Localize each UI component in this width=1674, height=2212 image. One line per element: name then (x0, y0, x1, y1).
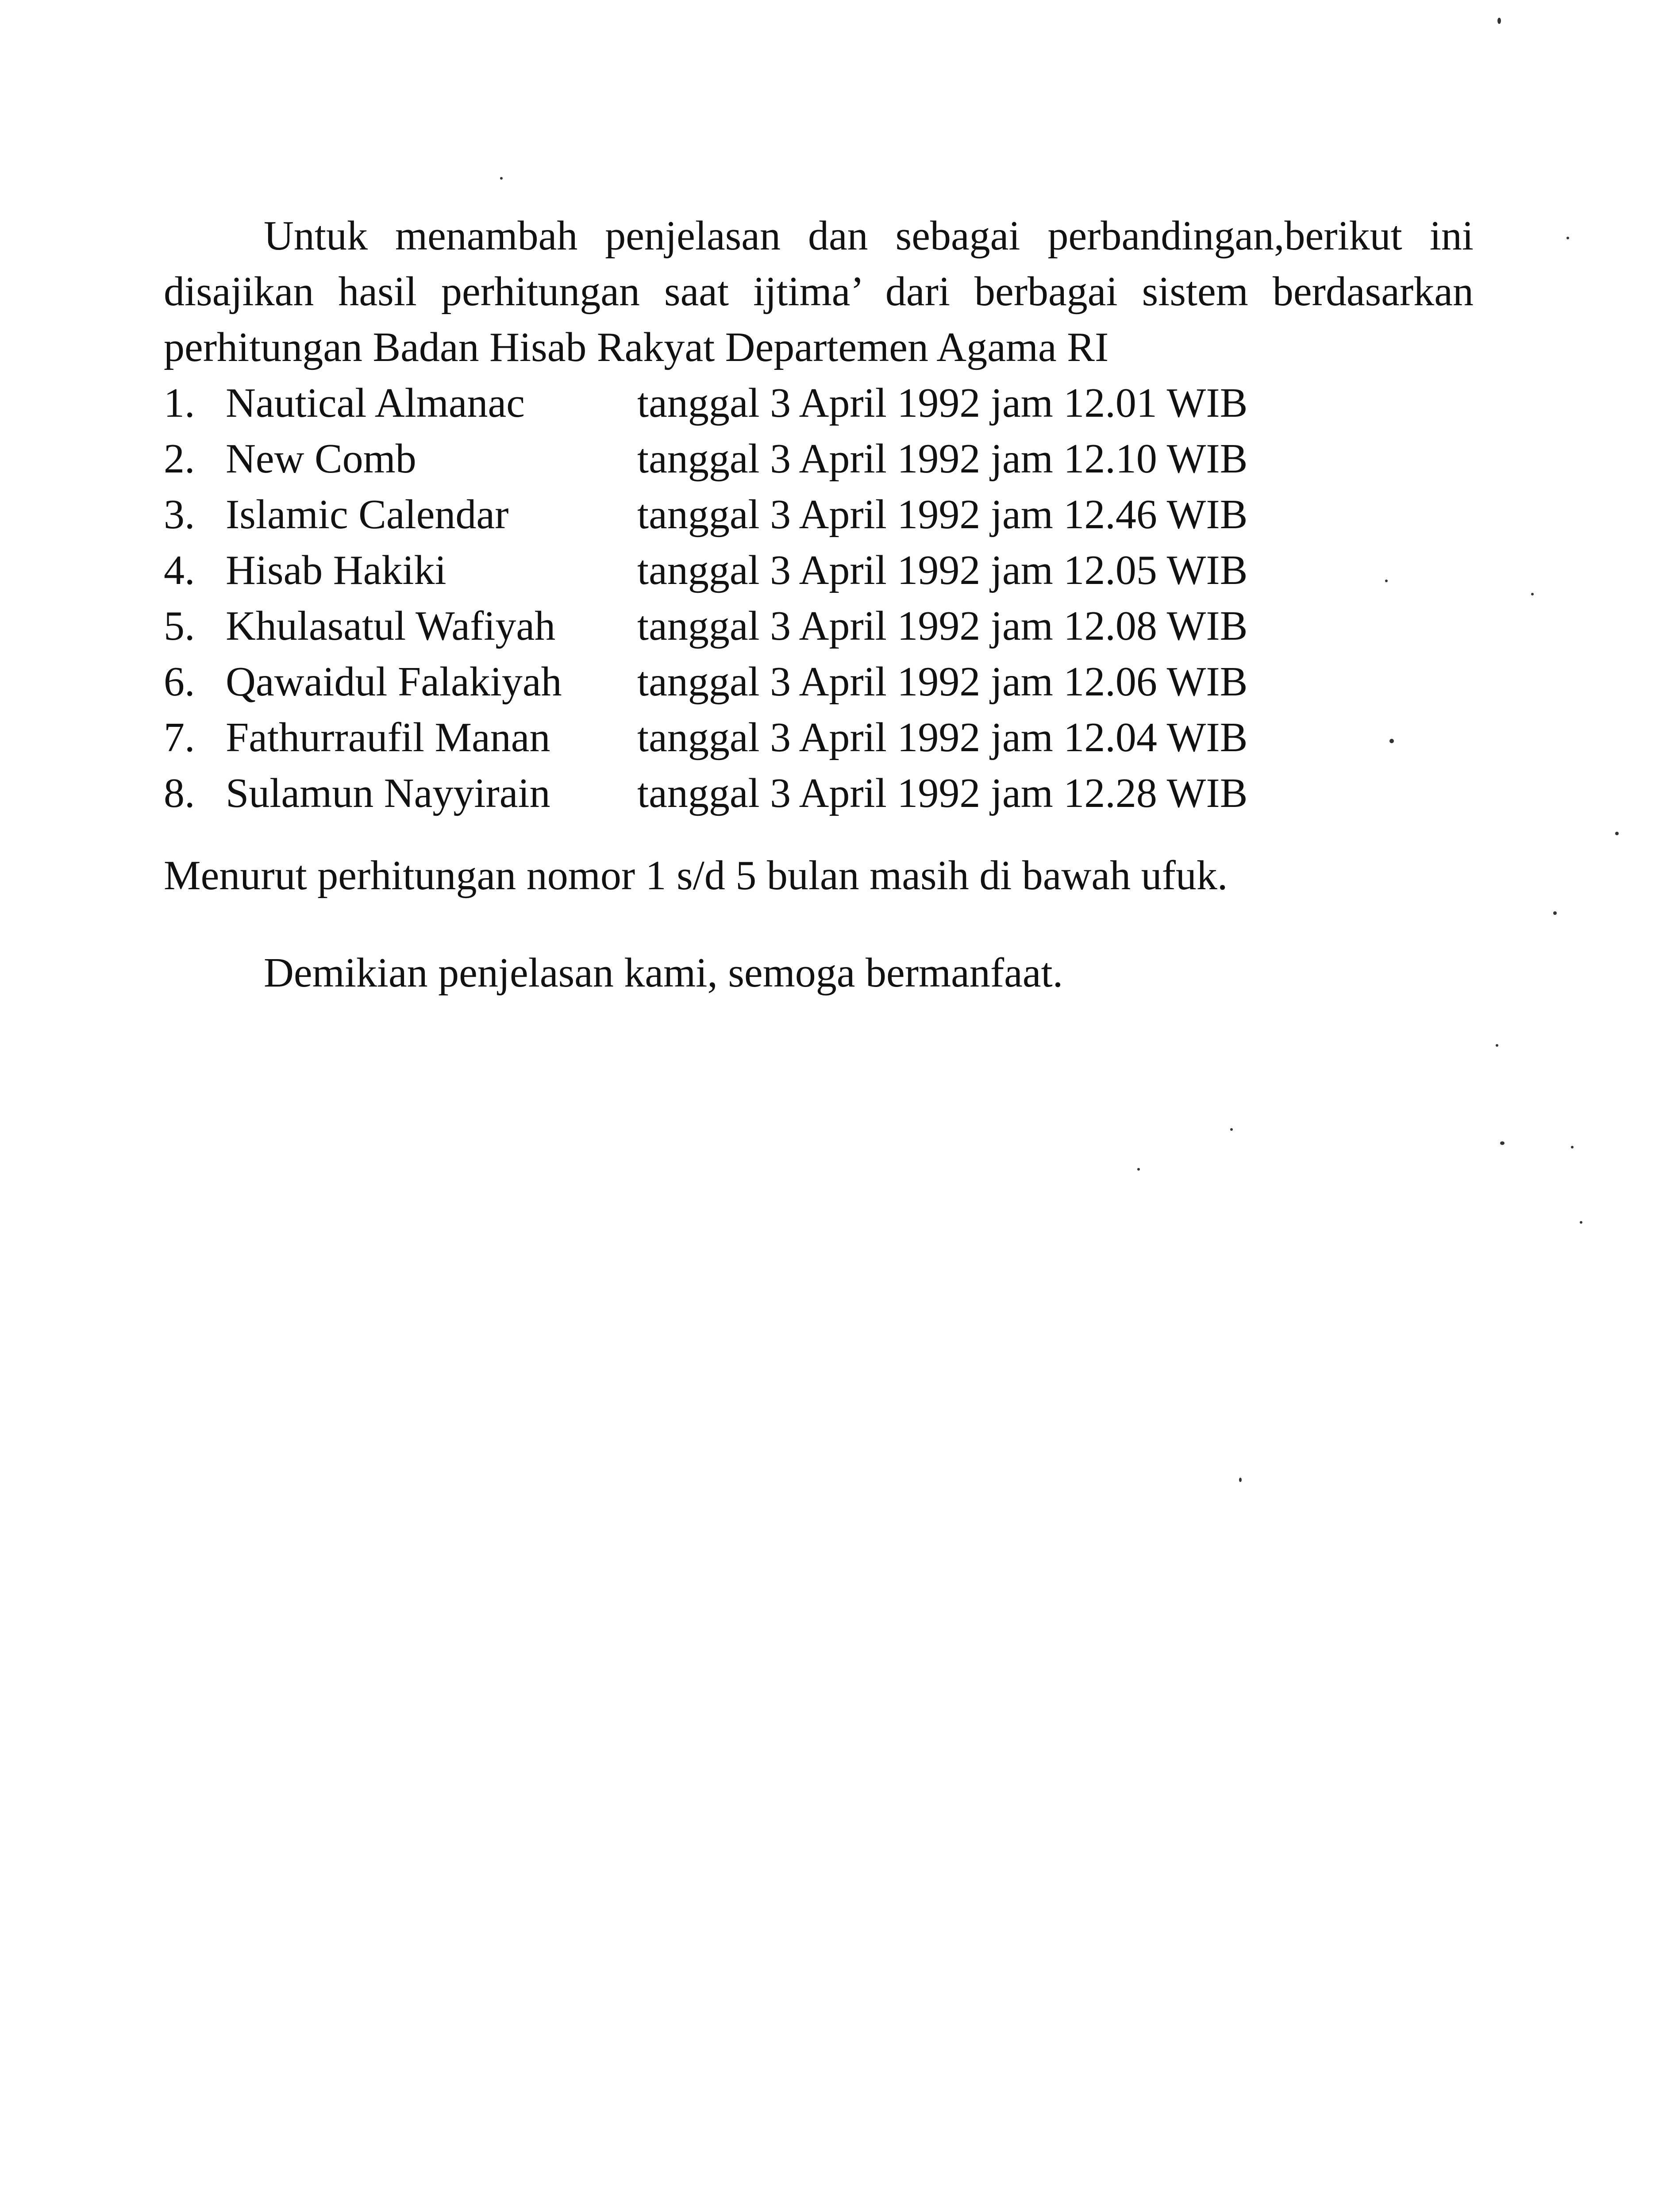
list-item (164, 487, 1491, 542)
list-item (164, 598, 1491, 654)
item-number: 3. (164, 492, 195, 538)
scan-speck (1500, 1141, 1505, 1145)
item-datetime: tanggal 3 April 1992 jam 12.05 WIB (637, 547, 1248, 593)
item-number: 8. (164, 770, 195, 816)
scan-speck (1566, 237, 1569, 239)
item-datetime: tanggal 3 April 1992 jam 12.08 WIB (637, 603, 1248, 649)
scan-speck (1531, 593, 1534, 595)
item-datetime: tanggal 3 April 1992 jam 12.01 WIB (637, 380, 1248, 426)
item-number: 6. (164, 659, 195, 705)
item-datetime: tanggal 3 April 1992 jam 12.06 WIB (637, 659, 1248, 705)
item-number: 2. (164, 436, 195, 482)
item-system-name: New Comb (226, 436, 416, 482)
intro-paragraph: Untuk menambah penjelasan dan sebagai perbandingan,berikut ini disajikan hasil perhitungan saat ijtima’ dari berbagai sistem berdasarkan perhitungan Badan Hisab Rakyat Departemen Agama RI (164, 213, 1474, 370)
item-datetime: tanggal 3 April 1992 jam 12.04 WIB (637, 714, 1248, 760)
closing-paragraph: Demikian penjelasan kami, semoga bermanfaat. (264, 950, 1063, 996)
item-system-name: Fathurraufil Manan (226, 714, 550, 760)
list-item (164, 431, 1491, 487)
scan-speck (500, 177, 503, 180)
scan-speck (1385, 580, 1388, 582)
item-system-name: Nautical Almanac (226, 380, 525, 426)
list-item (164, 654, 1491, 710)
item-number: 1. (164, 380, 195, 426)
item-number: 5. (164, 603, 195, 649)
scan-speck (1496, 1044, 1498, 1047)
item-system-name: Hisab Hakiki (226, 547, 446, 593)
note-paragraph: Menurut perhitungan nomor 1 s/d 5 bulan masih di bawah ufuk. (164, 853, 1228, 899)
scan-speck (1389, 739, 1394, 743)
list-item (164, 375, 1491, 431)
scan-speck (1571, 1146, 1574, 1148)
list-item (164, 765, 1491, 821)
item-number: 7. (164, 714, 195, 760)
scan-speck (1497, 18, 1501, 24)
scan-speck (1230, 1128, 1233, 1131)
list-item (164, 710, 1491, 765)
item-system-name: Khulasatul Wafiyah (226, 603, 556, 649)
item-system-name: Islamic Calendar (226, 492, 509, 538)
item-system-name: Sulamun Nayyirain (226, 770, 550, 816)
ijtima-results-list (164, 375, 1491, 821)
list-item (164, 542, 1491, 598)
main-text-block (164, 208, 1491, 1042)
item-datetime: tanggal 3 April 1992 jam 12.10 WIB (637, 436, 1248, 482)
item-number: 4. (164, 547, 195, 593)
scan-speck (1239, 1478, 1242, 1482)
item-datetime: tanggal 3 April 1992 jam 12.46 WIB (637, 492, 1248, 538)
item-datetime: tanggal 3 April 1992 jam 12.28 WIB (637, 770, 1248, 816)
scan-speck (1615, 832, 1619, 835)
scan-speck (1553, 911, 1557, 915)
scan-speck (1580, 1221, 1582, 1224)
item-system-name: Qawaidul Falakiyah (226, 659, 562, 705)
scan-speck (1137, 1168, 1140, 1171)
